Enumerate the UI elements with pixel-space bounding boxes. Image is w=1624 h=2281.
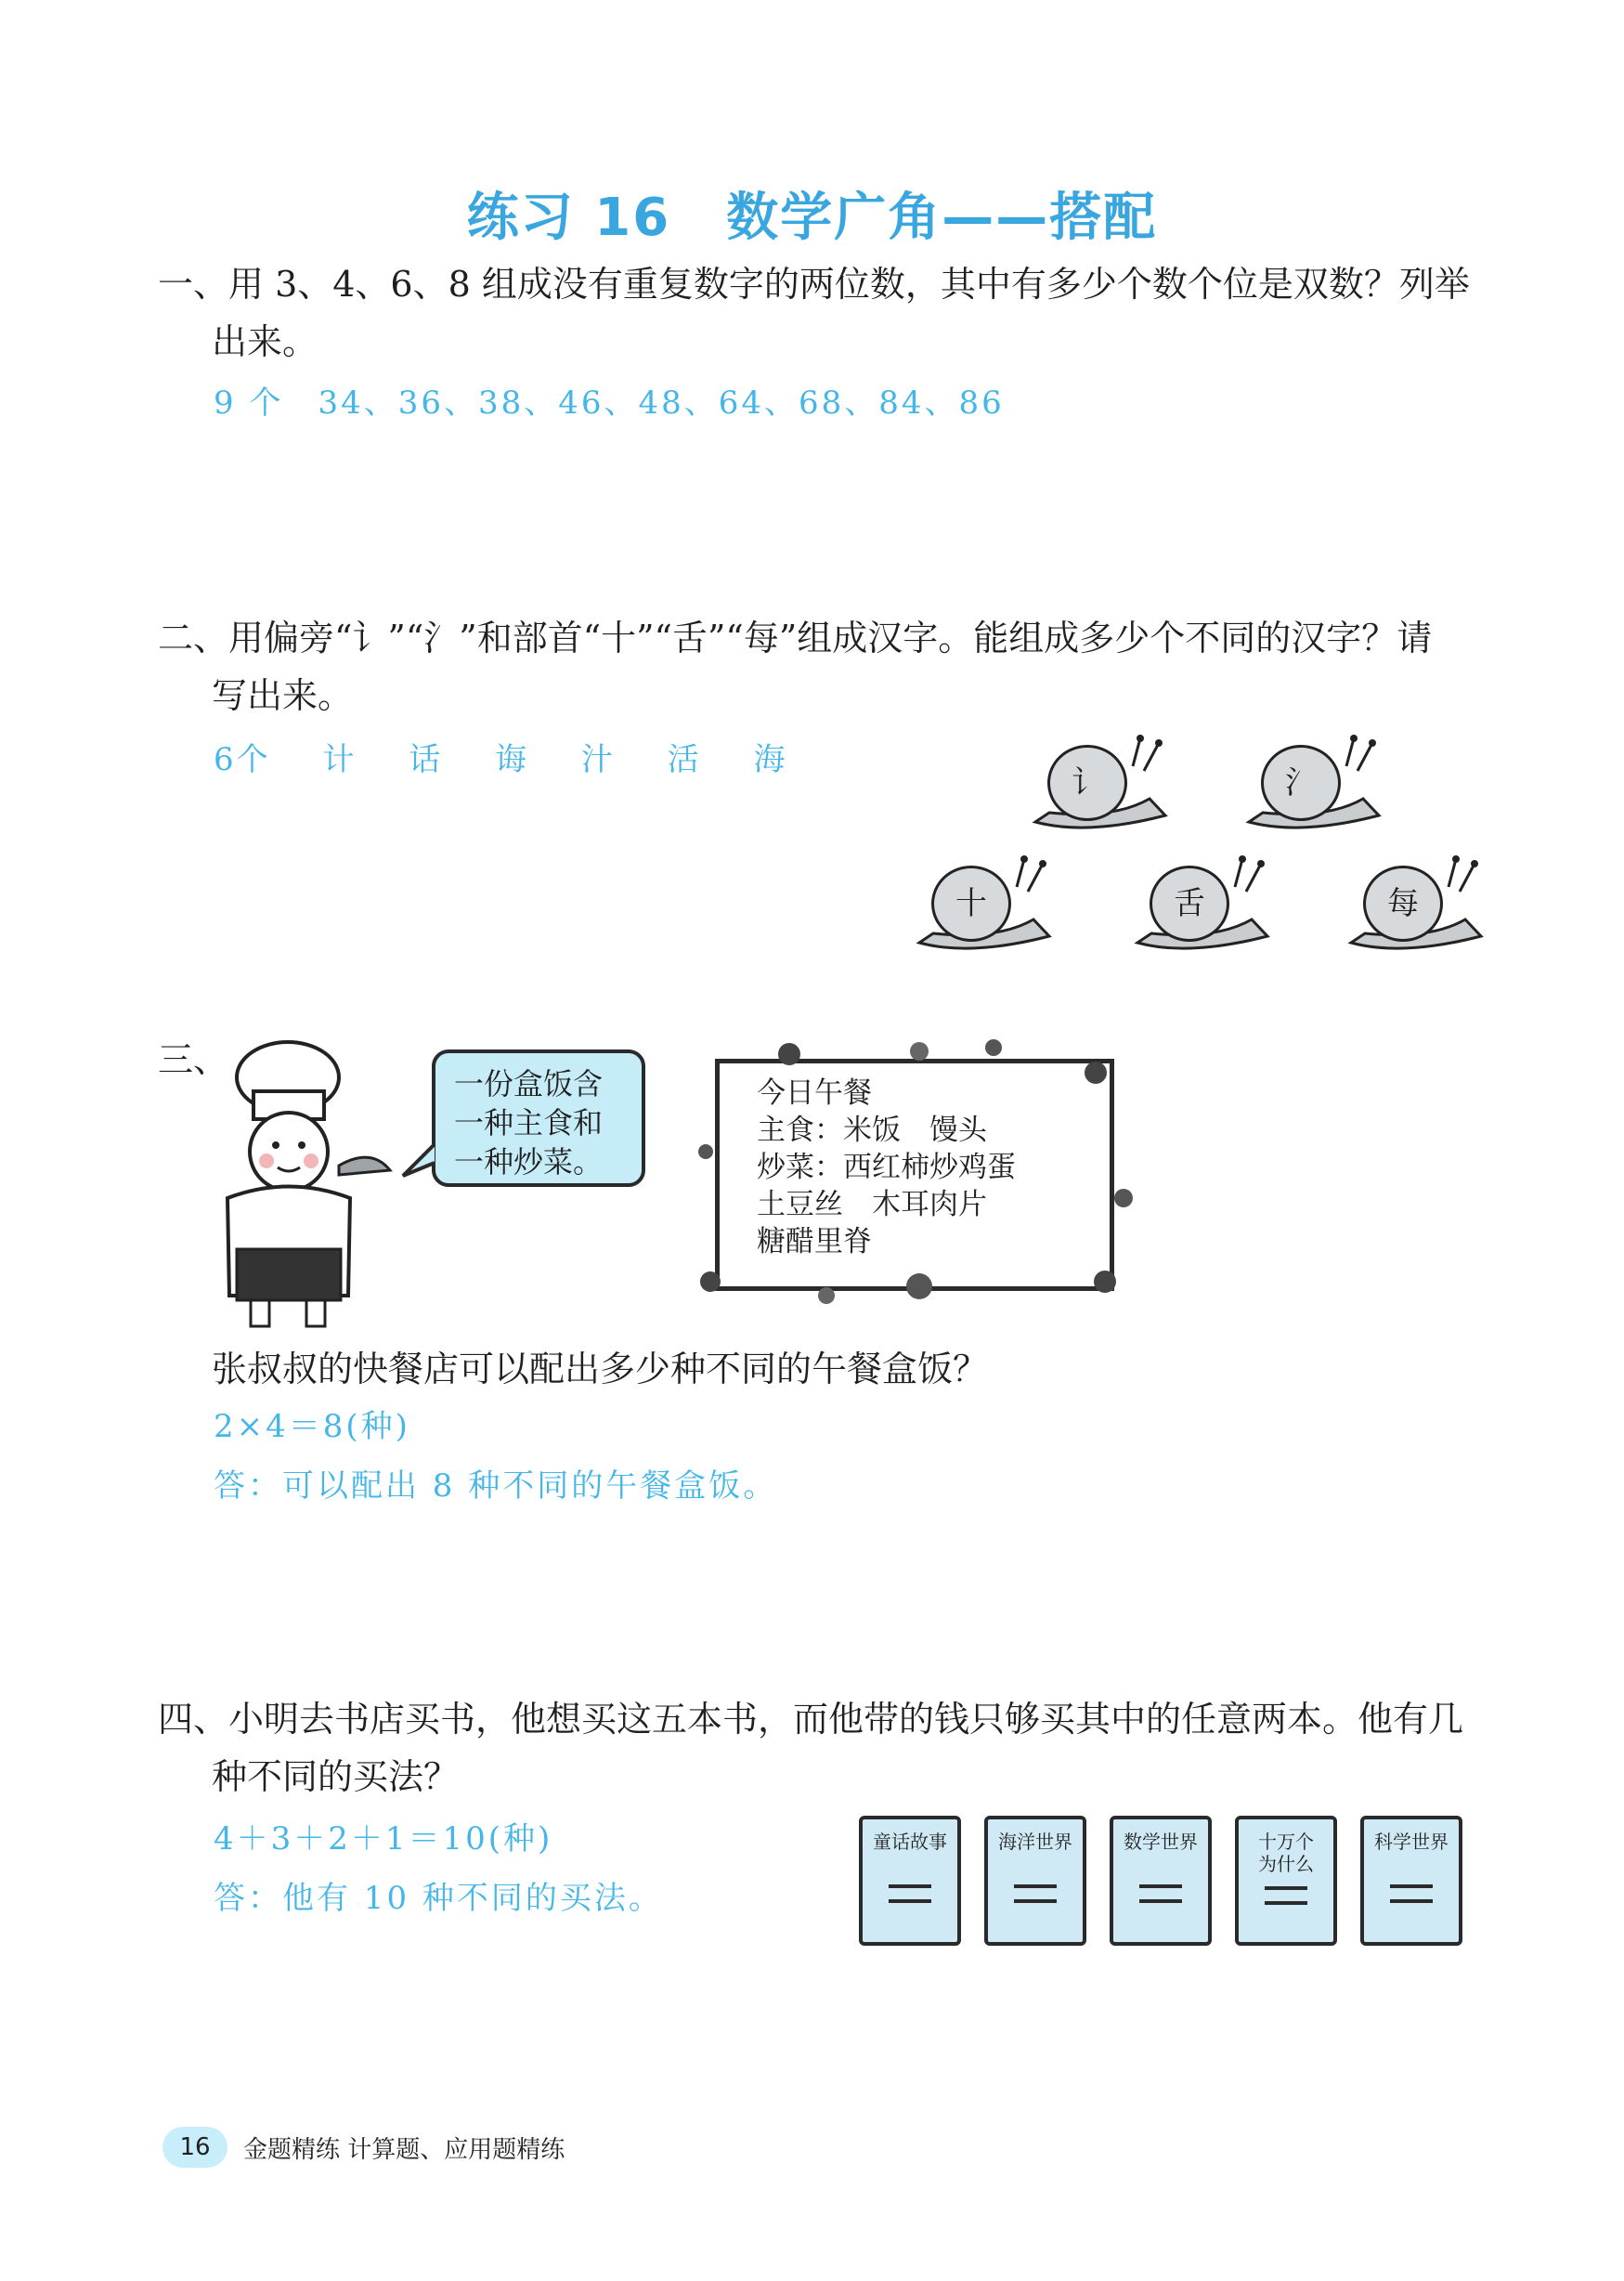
snail-char: 每 (1363, 866, 1443, 942)
answer-char: 诲 (495, 741, 530, 778)
chef-illustration (209, 1036, 395, 1333)
answer-char: 汁 (580, 741, 616, 778)
book-mark (1265, 1886, 1307, 1905)
bubble-line: 一种炒菜。 (454, 1144, 604, 1180)
question-1-line1: 一、用 3、4、6、8 组成没有重复数字的两位数，其中有多少个数个位是双数？列举 (158, 264, 1470, 305)
menu-line: 今日午餐 (757, 1076, 872, 1110)
snail-char: 讠 (1047, 745, 1127, 821)
menu-line: 主食：米饭 馒头 (757, 1114, 987, 1147)
question-3-answer-calc: 2×4＝8(种) (214, 1408, 410, 1445)
answer-char: 话 (409, 741, 444, 778)
question-4-line2: 种不同的买法？ (212, 1756, 460, 1797)
footer-text: 金题精练 计算题、应用题精练 (243, 2136, 565, 2164)
menu-line: 糖醋里脊 (757, 1225, 872, 1258)
question-1 (158, 255, 1470, 371)
snail (1031, 734, 1170, 836)
question-3-answer-text: 答：可以配出 8 种不同的午餐盒饭。 (214, 1467, 778, 1505)
book (1360, 1816, 1462, 1946)
question-2-line2: 写出来。 (212, 675, 354, 716)
answer-char: 活 (667, 741, 702, 778)
book-mark (1390, 1884, 1433, 1903)
bubble-tail (401, 1142, 438, 1180)
book-title: 科学世界 (1374, 1831, 1449, 1853)
book-title: 童话故事 (873, 1831, 947, 1853)
snail (1244, 734, 1384, 836)
question-3-text: 张叔叔的快餐店可以配出多少种不同的午餐盒饭？ (212, 1349, 989, 1389)
book (859, 1816, 961, 1946)
page-number: 16 (162, 2127, 227, 2168)
question-4 (158, 1690, 1463, 1805)
answer-char: 海 (753, 741, 788, 778)
answer-count: 6个 (214, 741, 271, 778)
book-title: 数学世界 (1124, 1831, 1198, 1853)
book-title: 海洋世界 (998, 1831, 1072, 1853)
question-2-answer (214, 734, 827, 786)
page-title (0, 176, 1624, 251)
book-mark (1014, 1884, 1057, 1903)
question-1-line2: 出来。 (212, 321, 318, 362)
bubble-line: 一份盒饭含 (454, 1066, 604, 1101)
title-main: 练习 16 (466, 188, 671, 248)
snail-char: 十 (931, 866, 1011, 942)
menu-line: 炒菜：西红柿炒鸡蛋 (757, 1151, 1016, 1184)
question-2-line1: 二、用偏旁“讠”“氵”和部首“十”“舌”“每”组成汉字。能组成多少个不同的汉字？请 (158, 618, 1433, 658)
speech-bubble (432, 1049, 645, 1187)
snail-char: 氵 (1261, 745, 1341, 821)
title-sub: 数学广角——搭配 (726, 188, 1158, 248)
answer-char: 计 (322, 741, 357, 778)
book-title: 十万个为什么 (1258, 1831, 1314, 1875)
book (1235, 1816, 1337, 1946)
snail-char: 舌 (1150, 866, 1229, 942)
snail (1133, 854, 1272, 957)
question-1-answer: 9 个 34、36、38、46、48、64、68、84、86 (214, 385, 1005, 422)
book-mark (889, 1884, 931, 1903)
menu-line: 土豆丝 木耳肉片 (757, 1188, 987, 1221)
question-3-label: 三、 (158, 1039, 229, 1080)
snail (1346, 854, 1486, 957)
question-2 (158, 609, 1432, 724)
snail (915, 854, 1054, 957)
question-4-answer-text: 答：他有 10 种不同的买法。 (214, 1880, 663, 1917)
book (1110, 1816, 1212, 1946)
book-mark (1139, 1884, 1182, 1903)
question-4-line1: 四、小明去书店买书，他想买这五本书，而他带的钱只够买其中的任意两本。他有几 (158, 1699, 1464, 1740)
book (984, 1816, 1086, 1946)
menu-flower-decoration (687, 1031, 1142, 1319)
bubble-line: 一种主食和 (454, 1105, 604, 1140)
question-4-answer-calc: 4＋3＋2＋1＝10(种) (214, 1820, 553, 1857)
